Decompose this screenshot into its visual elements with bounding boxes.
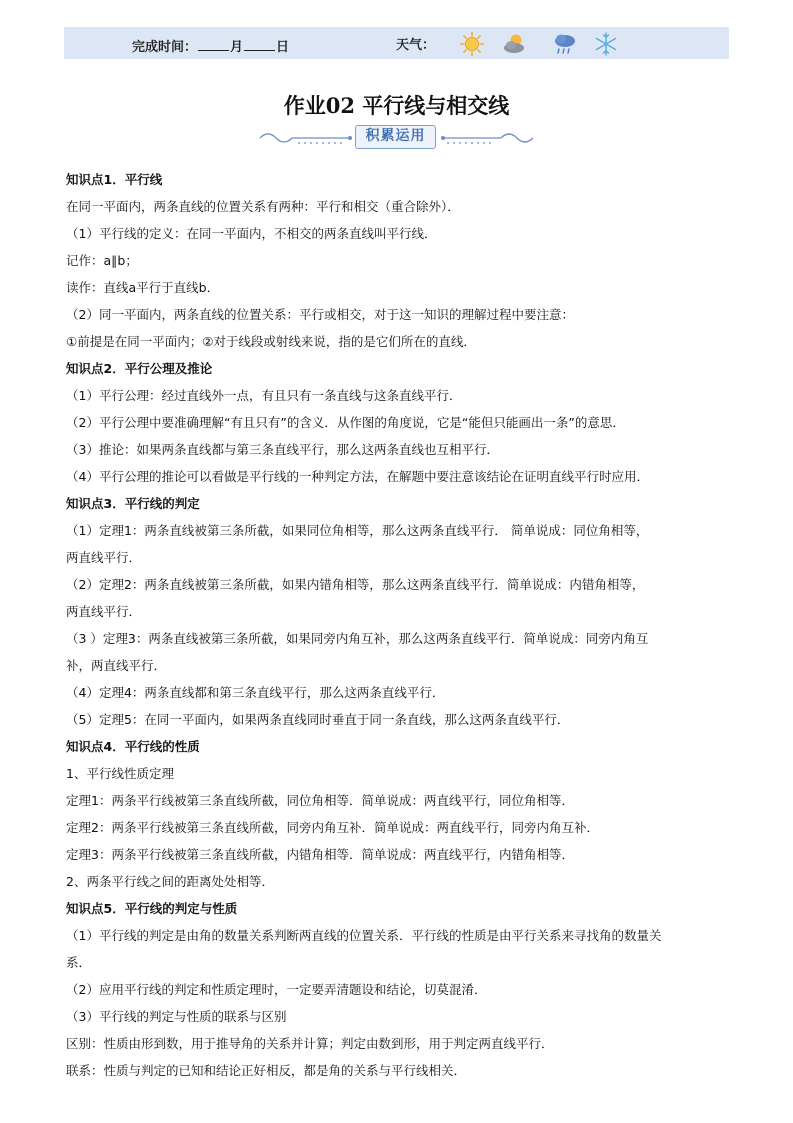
heading-knowledge-5: 知识点5．平行线的判定与性质 xyxy=(66,901,238,916)
text-line: （2）应用平行线的判定和性质定理时，一定要弄清题设和结论，切莫混淆． xyxy=(66,982,487,997)
text-line: （1）定理1：两条直线被第三条所截，如果同位角相等，那么这两条直线平行． 简单说成：同位角相等， xyxy=(66,523,649,538)
text-line: 定理3：两条平行线被第三条直线所截，内错角相等．简单说成：两直线平行，内错角相等． xyxy=(66,847,574,862)
text-line: 1、平行线性质定理 xyxy=(66,766,174,781)
text-line: （2）平行公理中要准确理解“有且只有”的含义．从作图的角度说，它是“能但只能画出一条”的意思． xyxy=(66,415,625,430)
text-line: （1）平行公理：经过直线外一点，有且只有一条直线与这条直线平行． xyxy=(66,388,462,403)
text-line: 读作：直线a平行于直线b． xyxy=(66,280,220,295)
text-line: 两直线平行． xyxy=(66,604,142,619)
text-line: （1）平行线的定义：在同一平面内，不相交的两条直线叫平行线． xyxy=(66,226,437,241)
heading-knowledge-1: 知识点1．平行线 xyxy=(66,172,163,187)
text-line: 2、两条平行线之间的距离处处相等． xyxy=(66,874,274,889)
text-line: （3）平行线的判定与性质的联系与区别 xyxy=(66,1009,287,1024)
page-title: 作业02 平行线与相交线 xyxy=(283,93,510,118)
text-line: 在同一平面内，两条直线的位置关系有两种：平行和相交（重合除外）． xyxy=(66,199,460,214)
text-line: 定理2：两条平行线被第三条直线所截，同旁内角互补．简单说成：两直线平行，同旁内角互补． xyxy=(66,820,599,835)
month-blank[interactable] xyxy=(198,38,229,51)
text-line: （3）推论：如果两条直线都与第三条直线平行，那么这两条直线也互相平行． xyxy=(66,442,499,457)
day-blank[interactable] xyxy=(244,38,275,51)
month-label: 月 xyxy=(230,40,244,55)
text-line: 联系：性质与判定的已知和结论正好相反，都是角的关系与平行线相关． xyxy=(66,1063,467,1078)
section-banner xyxy=(258,124,535,152)
text-line: （2）定理2：两条直线被第三条所截，如果内错角相等，那么这两条直线平行．简单说成：内错角相等， xyxy=(66,577,645,592)
text-line: 记作：a∥b； xyxy=(66,253,138,268)
day-label: 日 xyxy=(276,40,290,55)
text-line: 补，两直线平行． xyxy=(66,658,167,673)
text-line: 区别：性质由形到数，用于推导角的关系并计算；判定由数到形，用于判定两直线平行． xyxy=(66,1036,554,1051)
sun-icon[interactable] xyxy=(459,31,485,57)
text-line: 系． xyxy=(66,955,92,970)
snowflake-icon[interactable] xyxy=(593,31,619,57)
banner-label: 积累运用 xyxy=(355,125,436,149)
text-line: （5）定理5：在同一平面内，如果两条直线同时垂直于同一条直线，那么这两条直线平行． xyxy=(66,712,570,727)
text-line: 定理1：两条平行线被第三条直线所截，同位角相等．简单说成：两直线平行，同位角相等． xyxy=(66,793,574,808)
heading-knowledge-3: 知识点3．平行线的判定 xyxy=(66,496,200,511)
text-line: ①前提是在同一平面内；②对于线段或射线来说，指的是它们所在的直线． xyxy=(66,334,476,349)
finish-time xyxy=(132,38,289,56)
rain-cloud-icon[interactable] xyxy=(552,31,578,57)
text-line: （3 ）定理3：两条直线被第三条所截，如果同旁内角互补，那么这两条直线平行．简单说成：同旁内角互 xyxy=(66,631,649,646)
text-line: （2）同一平面内，两条直线的位置关系：平行或相交，对于这一知识的理解过程中要注意： xyxy=(66,307,574,322)
sun-cloud-icon[interactable] xyxy=(502,31,528,57)
text-line: （4）平行公理的推论可以看做是平行线的一种判定方法，在解题中要注意该结论在证明直线平行时应用． xyxy=(66,469,649,484)
finish-time-label: 完成时间： xyxy=(132,40,198,55)
text-line: 两直线平行． xyxy=(66,550,142,565)
text-line: （1）平行线的判定是由角的数量关系判断两直线的位置关系．平行线的性质是由平行关系来寻找角的数量关 xyxy=(66,928,662,943)
heading-knowledge-4: 知识点4．平行线的性质 xyxy=(66,739,200,754)
heading-knowledge-2: 知识点2．平行公理及推论 xyxy=(66,361,213,376)
text-line: （4）定理4：两条直线都和第三条直线平行，那么这两条直线平行． xyxy=(66,685,445,700)
weather-label: 天气： xyxy=(396,38,436,53)
